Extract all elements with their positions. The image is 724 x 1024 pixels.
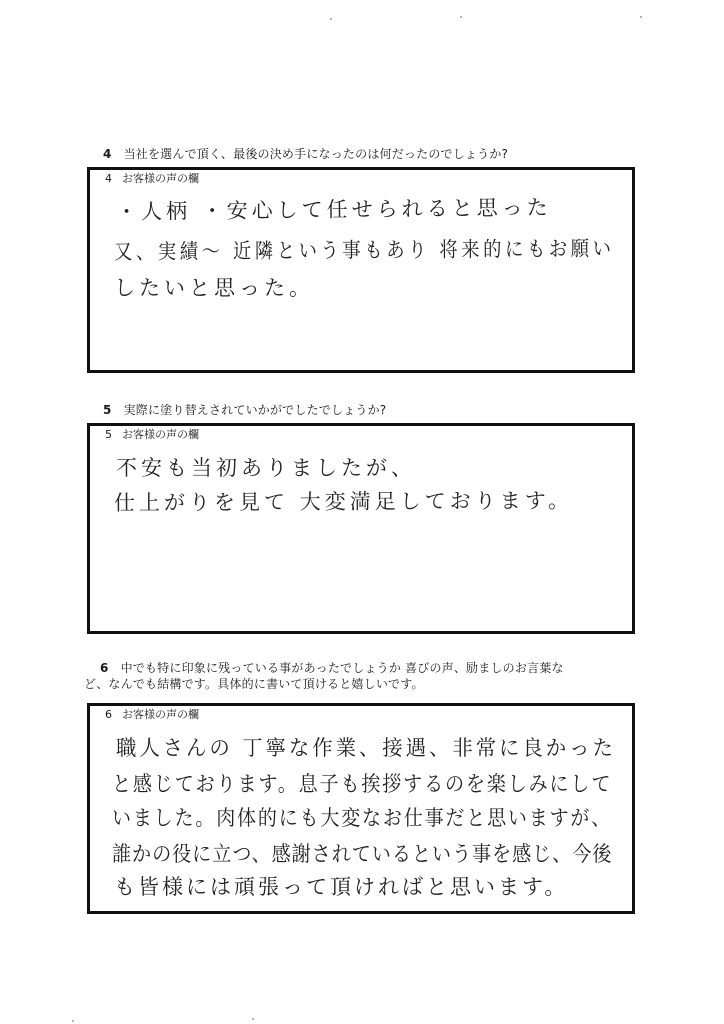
handwritten-line: 不安も当初ありましたが、 <box>116 456 416 480</box>
handwritten-line: 職人さんの 丁寧な作業、接遇、非常に良かった <box>116 736 616 760</box>
question-number: 6 <box>100 661 109 675</box>
box-label <box>105 708 199 722</box>
scan-speck <box>460 16 462 18</box>
scan-speck <box>252 1018 254 1020</box>
question-text-line-1: 中でも特に印象に残っている事があったでしょうか 喜びの声、励ましのお言葉な <box>120 661 564 675</box>
box-label <box>105 428 199 442</box>
box-label-text: お客様の声の欄 <box>122 428 199 441</box>
handwritten-line: いました。肉体的にも大変なお仕事だと思いますが、 <box>112 806 613 830</box>
question-text: 実際に塗り替えされていかがでしたでしょうか? <box>123 403 387 417</box>
box-label-number: 5 <box>105 428 112 441</box>
handwritten-line: 又、実績〜 近隣という事もあり 将来的にもお願い <box>113 236 615 264</box>
question-number: 5 <box>103 403 112 417</box>
box-label-number: 6 <box>105 708 112 721</box>
handwritten-line: 誰かの役に立つ、感謝されているという事を感じ、今後 <box>112 842 613 866</box>
question-text: 当社を選んで頂く、最後の決め手になったのは何だったのでしょうか? <box>123 147 509 161</box>
question-number: 4 <box>103 147 112 161</box>
question-5 <box>85 402 645 418</box>
scan-speck <box>640 16 642 18</box>
box-label-text: お客様の声の欄 <box>122 172 199 185</box>
handwritten-line: ・人柄 ・安心して任せられると思った <box>115 195 552 224</box>
box-label-number: 4 <box>105 172 112 185</box>
question-6 <box>84 660 644 692</box>
scan-speck <box>72 1020 74 1022</box>
handwritten-line: 仕上がりを見て 大変満足しております。 <box>113 488 574 515</box>
box-label-text: お客様の声の欄 <box>122 708 199 721</box>
box-label <box>105 172 199 186</box>
handwritten-line: と感じております。息子も挨拶するのを楽しみにして <box>112 772 613 796</box>
scan-speck <box>330 18 332 20</box>
question-text-line-2: ど、なんでも結構です。具体的に書いて頂けると嬉しいです。 <box>84 677 424 691</box>
handwritten-line: も皆様には頑張って頂ければと思います。 <box>114 875 569 899</box>
handwritten-line: したいと思った。 <box>114 276 314 300</box>
question-4 <box>85 146 645 162</box>
